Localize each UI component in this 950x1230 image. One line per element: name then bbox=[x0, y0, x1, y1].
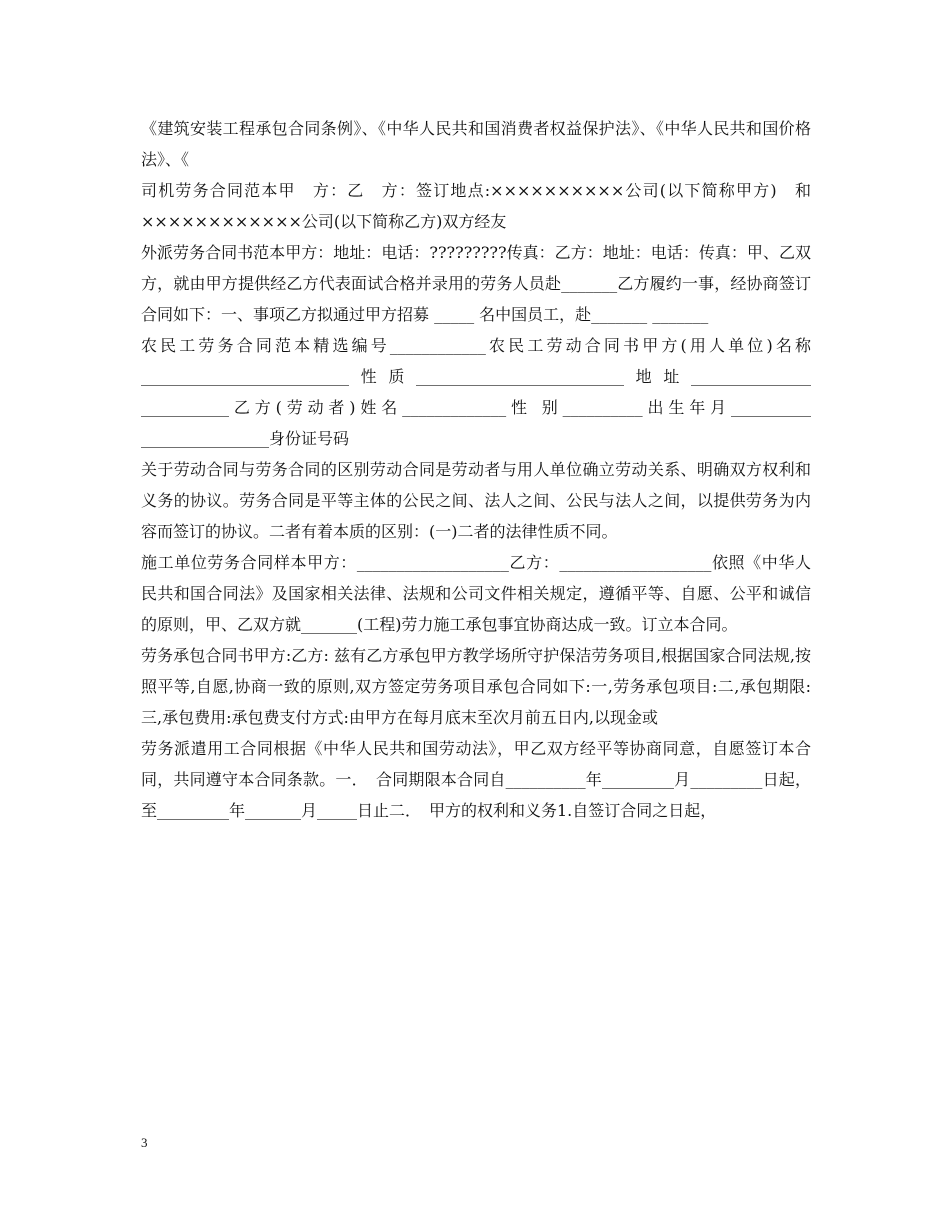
page-number: 3 bbox=[141, 1135, 148, 1150]
paragraph-4: 农民工劳务合同范本精选编号____________农民工劳动合同书甲方(用人单位)名称__________________________性质__________________________地址_______________ ___________乙方(劳动者)姓名_____________性 别__________出生年月__________ ________________身份证号码 bbox=[141, 336, 811, 448]
document-body bbox=[141, 113, 828, 826]
paragraph-7: 劳务承包合同书甲方:乙方: 兹有乙方承包甲方教学场所守护保洁劳务项目,根据国家合同法规,按照平等,自愿,协商一致的原则,双方签定劳务项目承包合同如下:一,劳务承包项目:二,承包期限:三,承包费用:承包费支付方式:由甲方在每月底末至次月前五日内,以现金或 bbox=[141, 646, 811, 727]
paragraph-3: 外派劳务合同书范本甲方：地址：电话：?????????传真：乙方：地址：电话：传真：甲、乙双方，就由甲方提供经乙方代表面试合格并录用的劳务人员赴_______乙方履约一事，经协商签订合同如下：一、事项乙方拟通过甲方招募 _____ 名中国员工，赴_______ _______ bbox=[141, 243, 811, 324]
paragraph-1: 《建筑安装工程承包合同条例》、《中华人民共和国消费者权益保护法》、《中华人民共和国价格法》、《 bbox=[141, 119, 811, 169]
paragraph-5: 关于劳动合同与劳务合同的区别劳动合同是劳动者与用人单位确立劳动关系、明确双方权利和义务的协议。劳务合同是平等主体的公民之间、法人之间、公民与法人之间，以提供劳务为内容而签订的协议。二者有着本质的区别：(一)二者的法律性质不同。 bbox=[141, 460, 811, 541]
paragraph-6: 施工单位劳务合同样本甲方：___________________乙方：___________________依照《中华人民共和国合同法》及国家相关法律、法规和公司文件相关规定，遵循平等、自愿、公平和诚信的原则，甲、乙双方就_______(工程)劳力施工承包事宜协商达成一致。订立本合同。 bbox=[141, 553, 811, 634]
paragraph-8: 劳务派遣用工合同根据《中华人民共和国劳动法》，甲乙双方经平等协商同意，自愿签订本合同，共同遵守本合同条款。一． 合同期限本合同自__________年_________月_________日起，至_________年_______月_____日止二． 甲方的权利和义务1.自签订合同之日起， bbox=[141, 739, 811, 820]
paragraph-2: 司机劳务合同范本甲 方：乙 方：签订地点:××××××××××公司(以下简称甲方) 和 ××××××××××××公司(以下简称乙方)双方经友 bbox=[141, 181, 828, 231]
